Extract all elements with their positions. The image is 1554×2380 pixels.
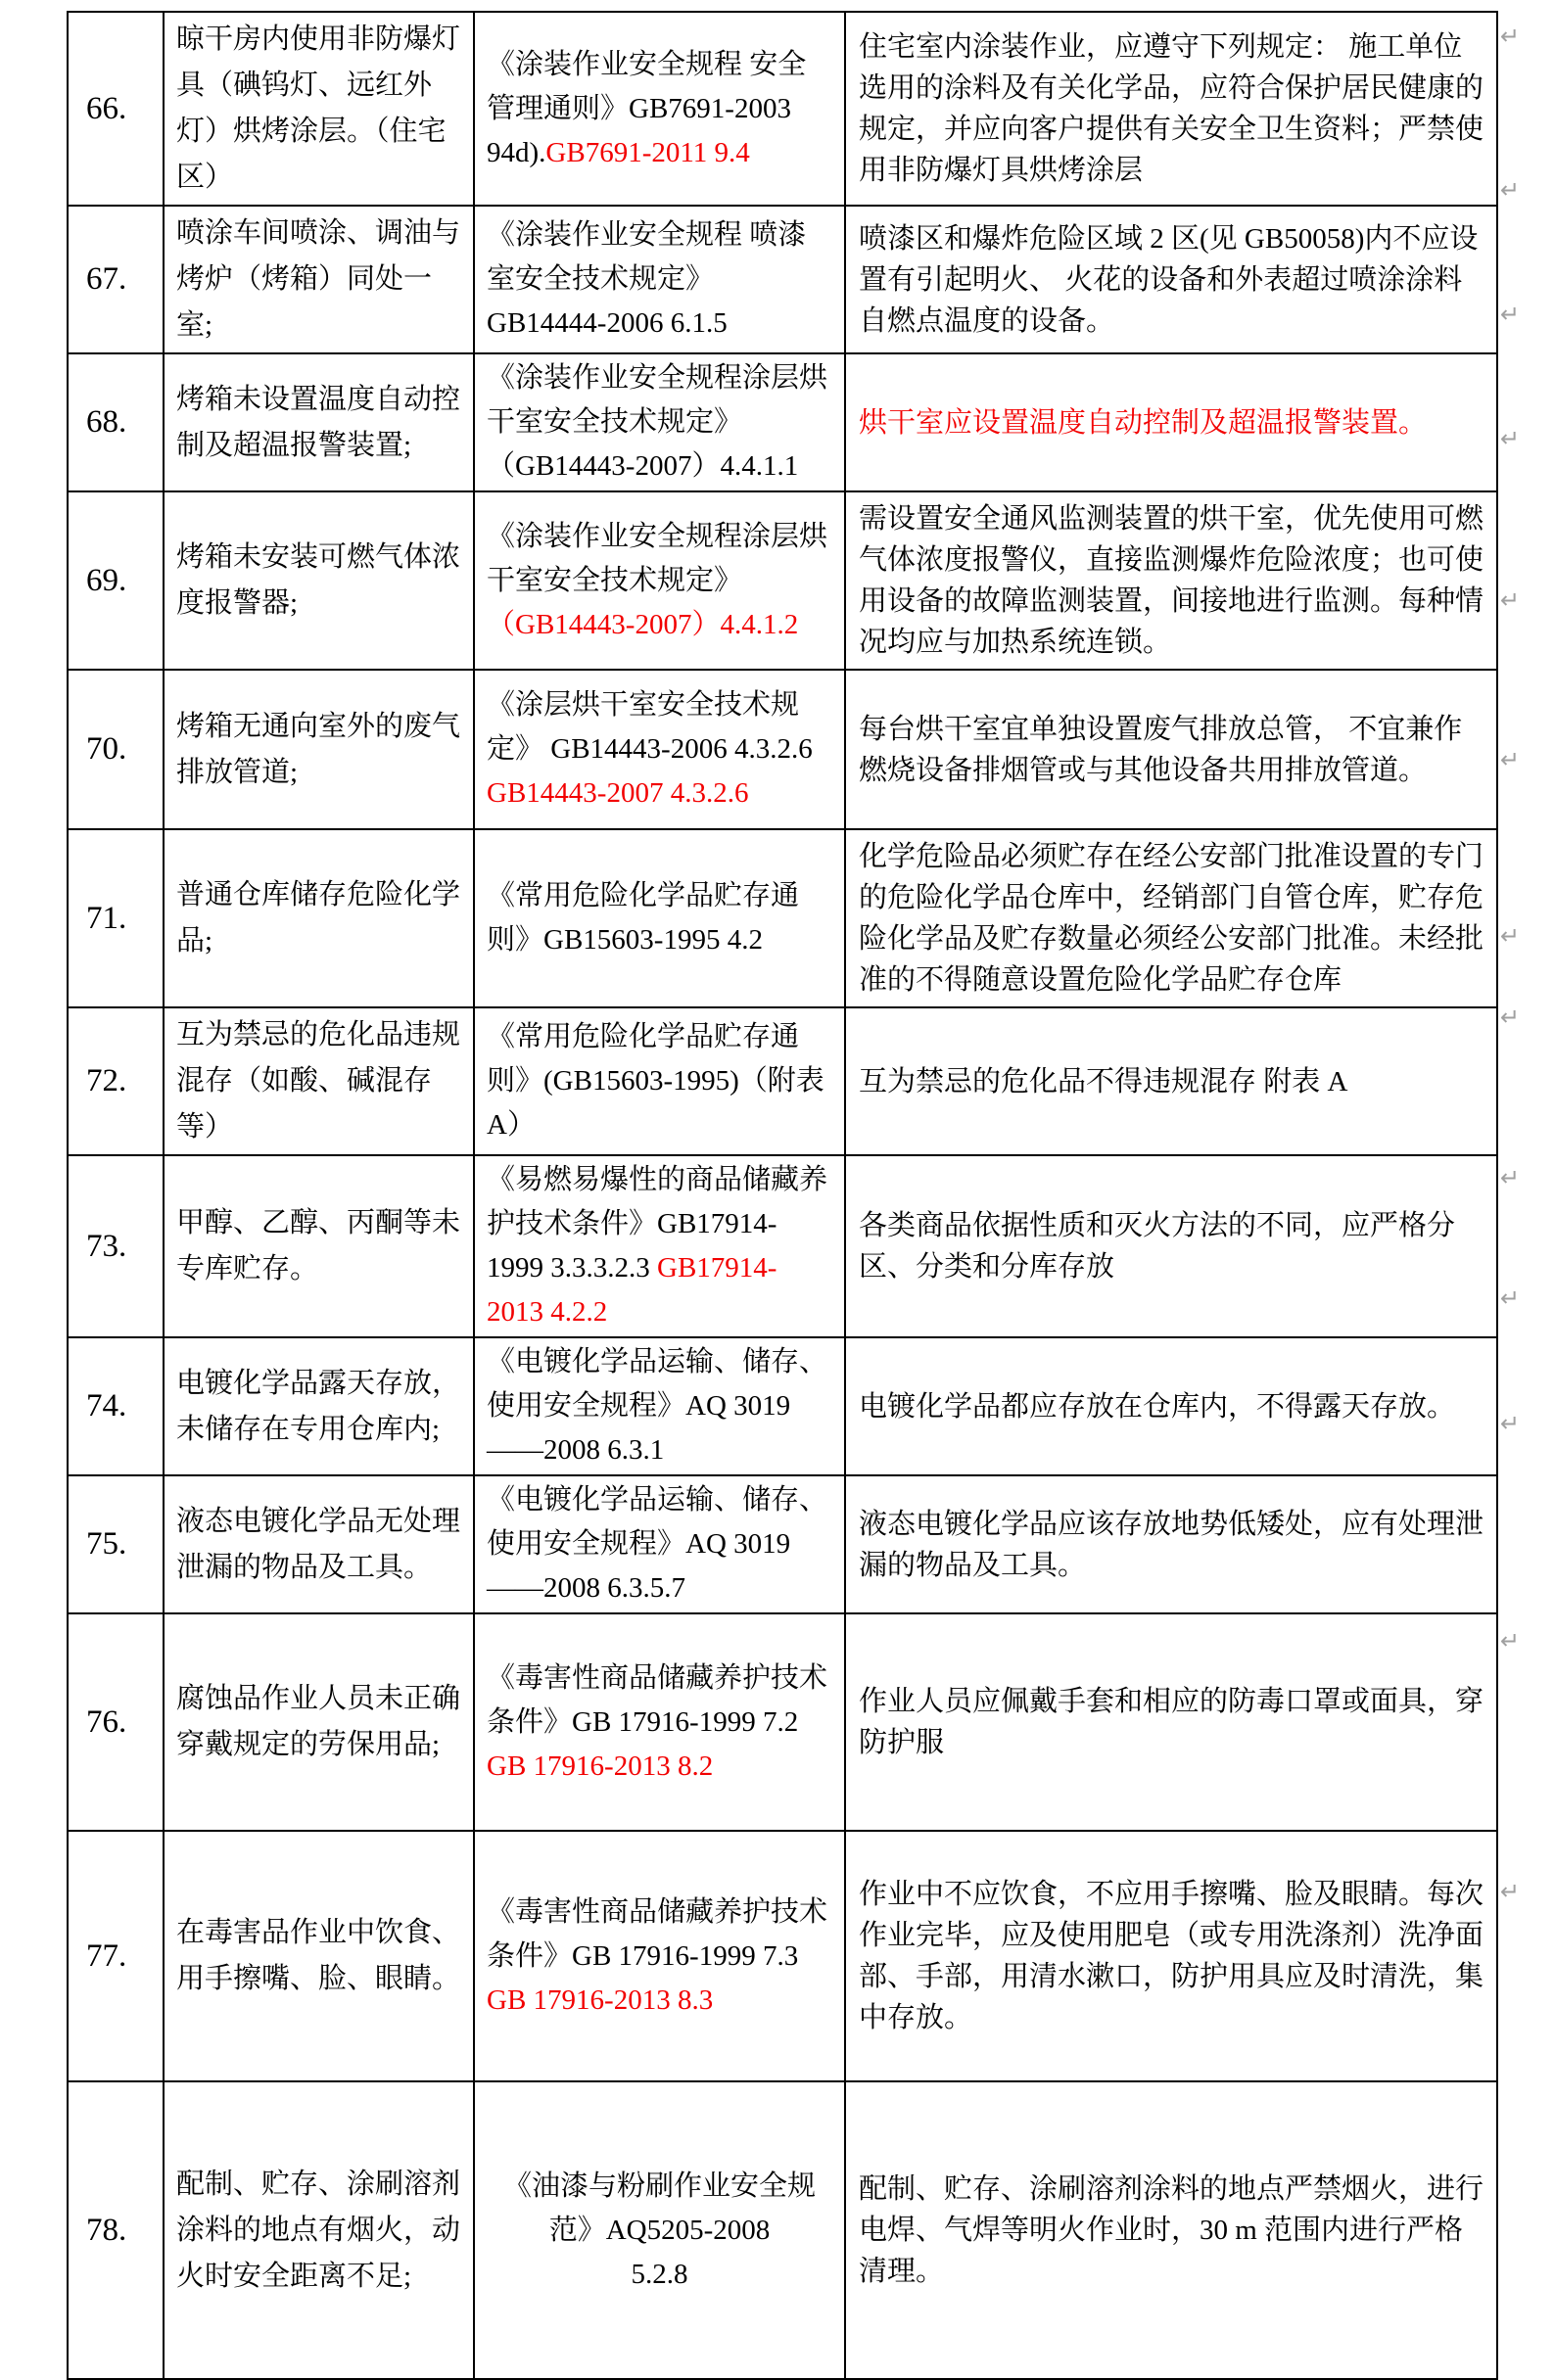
row-number: 72. — [86, 1063, 127, 1098]
row-number: 69. — [86, 562, 127, 598]
hazard-description-text: 液态电镀化学品无处理泄漏的物品及工具。 — [176, 1505, 461, 1583]
row-number-cell — [68, 670, 164, 829]
table-row — [68, 829, 1497, 1007]
table-row — [68, 1007, 1497, 1155]
row-end-mark-icon: ↵ — [1500, 176, 1521, 204]
table-row — [68, 2081, 1497, 2379]
text-run-red: GB 17916-2013 8.3 — [487, 1983, 714, 2016]
table-row — [68, 1831, 1497, 2081]
row-number: 70. — [86, 731, 127, 767]
row-number-cell — [68, 829, 164, 1007]
text-run: 作业人员应佩戴手套和相应的防毒口罩或面具，穿防护服 — [859, 1686, 1484, 1758]
row-number-cell — [68, 1613, 164, 1831]
hazard-description-cell — [164, 12, 474, 206]
text-run: 《电镀化学品运输、储存、使用安全规程》AQ 3019——2008 6.3.1 — [487, 1346, 828, 1466]
text-run: 《涂装作业安全规程 喷漆室安全技术规定》GB14444-2006 6.1.5 — [487, 219, 807, 339]
standard-reference-cell — [474, 670, 845, 829]
hazard-description-text: 烤箱未安装可燃气体浓度报警器; — [176, 541, 461, 619]
hazard-description-text: 普通仓库储存危险化学品; — [176, 879, 461, 957]
hazard-description-cell — [164, 206, 474, 353]
hazard-description-cell — [164, 1831, 474, 2081]
hazard-description-cell — [164, 670, 474, 829]
text-run: 住宅室内涂装作业，应遵守下列规定： 施工单位选用的涂料及有关化学品，应符合保护居民健康的规定，并应向客户提供有关安全卫生资料；严禁使用非防爆灯具烘烤涂层 — [859, 31, 1484, 186]
table-row — [68, 1475, 1497, 1613]
row-number-cell — [68, 353, 164, 491]
row-number-cell — [68, 1831, 164, 2081]
requirement-text — [846, 492, 1496, 669]
row-number-cell — [68, 491, 164, 670]
table-row — [68, 491, 1497, 670]
text-run-red: （GB14443-2007）4.4.1.2 — [487, 608, 799, 640]
table-row — [68, 1613, 1497, 1831]
standard-reference-cell — [474, 491, 845, 670]
requirement-text — [846, 1380, 1496, 1433]
row-number-cell — [68, 12, 164, 206]
hazard-description-text: 在毒害品作业中饮食、用手擦嘴、脸、眼睛。 — [176, 1917, 461, 1994]
row-end-mark-icon: ↵ — [1500, 1410, 1521, 1437]
text-run: 《涂装作业安全规程涂层烘干室安全技术规定》（GB14443-2007）4.4.1.1 — [487, 362, 828, 482]
hazard-description-cell — [164, 353, 474, 491]
row-end-mark-icon: ↵ — [1500, 746, 1521, 773]
table-row — [68, 206, 1497, 353]
row-end-mark-icon: ↵ — [1500, 586, 1521, 614]
text-run: 《电镀化学品运输、储存、使用安全规程》AQ 3019——2008 6.3.5.7 — [487, 1484, 828, 1604]
requirement-cell — [845, 206, 1497, 353]
row-number: 74. — [86, 1388, 127, 1423]
hazard-description-cell — [164, 1155, 474, 1337]
requirement-cell — [845, 670, 1497, 829]
requirement-cell — [845, 12, 1497, 206]
table-row — [68, 1337, 1497, 1475]
row-number: 73. — [86, 1228, 127, 1264]
row-number: 76. — [86, 1703, 127, 1740]
text-run-red: GB17914-2013 4.2.2 — [487, 1252, 777, 1328]
row-end-mark-icon: ↵ — [1500, 301, 1521, 328]
hazard-description-cell — [164, 1007, 474, 1155]
text-run-red: GB 17916-2013 8.2 — [487, 1750, 714, 1782]
requirement-cell — [845, 353, 1497, 491]
text-run: 《常用危险化学品贮存通则》(GB15603-1995)（附表 A） — [487, 1021, 824, 1141]
row-number: 78. — [86, 2212, 127, 2248]
row-end-mark-icon: ↵ — [1500, 1878, 1521, 1905]
row-number-cell — [68, 1337, 164, 1475]
standard-reference-cell — [474, 1155, 845, 1337]
text-run: 喷漆区和爆炸危险区域 2 区(见 GB50058)内不应设置有引起明火、 火花的设备和外表超过喷涂涂料自燃点温度的设备。 — [859, 222, 1479, 337]
text-run: 《涂装作业安全规程 安全管理通则》GB7691-2003 94d). — [487, 48, 807, 168]
standard-reference-text — [475, 1338, 844, 1474]
standard-reference-text — [475, 681, 844, 817]
text-run: 每台烘干室宜单独设置废气排放总管， 不宜兼作燃烧设备排烟管或与其他设备共用排放管道。 — [859, 713, 1463, 786]
requirement-text — [846, 703, 1496, 797]
standard-reference-text — [475, 354, 844, 490]
requirement-text — [846, 1675, 1496, 1769]
text-run: 互为禁忌的危化品不得违规混存 附表 A — [859, 1065, 1348, 1097]
row-number: 67. — [86, 261, 127, 297]
requirement-text — [846, 1868, 1496, 2044]
text-run-red: GB14443-2007 4.3.2.6 — [487, 777, 749, 809]
requirement-text — [846, 830, 1496, 1006]
standard-reference-cell — [474, 2081, 845, 2379]
requirement-cell — [845, 1475, 1497, 1613]
requirement-cell — [845, 2081, 1497, 2379]
standard-reference-text — [475, 2163, 844, 2299]
requirement-text — [846, 212, 1496, 348]
row-end-mark-icon: ↵ — [1500, 1003, 1521, 1031]
standard-reference-text — [475, 1655, 844, 1791]
text-run: 需设置安全通风监测装置的烘干室，优先使用可燃气体浓度报警仪，直接监测爆炸危险浓度；也可使用设备的故障监测装置，间接地进行监测。每种情况均应与加热系统连锁。 — [859, 503, 1484, 658]
requirement-cell — [845, 491, 1497, 670]
standard-reference-cell — [474, 1475, 845, 1613]
hazard-description-text: 甲醇、乙醇、丙酮等未专库贮存。 — [176, 1207, 461, 1284]
text-run: 液态电镀化学品应该存放地势低矮处，应有处理泄漏的物品及工具。 — [859, 1508, 1484, 1581]
hazard-description-text: 腐蚀品作业人员未正确穿戴规定的劳保用品; — [176, 1683, 461, 1760]
text-run: 作业中不应饮食，不应用手擦嘴、脸及眼睛。每次作业完毕，应及使用肥皂（或专用洗涤剂）洗净面部、手部，用清水漱口，防护用具应及时清洗，集中存放。 — [859, 1879, 1484, 2033]
row-end-mark-icon: ↵ — [1500, 1284, 1521, 1312]
text-run: 《涂装作业安全规程涂层烘干室安全技术规定》 — [487, 520, 828, 596]
text-run: 《常用危险化学品贮存通则》GB15603-1995 4.2 — [487, 880, 800, 956]
standard-reference-cell — [474, 1007, 845, 1155]
row-number-cell — [68, 1007, 164, 1155]
text-run: 配制、贮存、涂刷溶剂涂料的地点严禁烟火，进行电焊、气焊等明火作业时，30 m 范围内进行严格清理。 — [859, 2173, 1484, 2287]
hazard-description-cell — [164, 491, 474, 670]
text-run: 《油漆与粉刷作业安全规范》AQ5205-2008 5.2.8 — [502, 2170, 816, 2290]
hazard-description-text: 电镀化学品露天存放，未储存在专用仓库内; — [176, 1367, 461, 1445]
hazard-description-cell — [164, 829, 474, 1007]
text-run-red: GB7691-2011 9.4 — [545, 136, 750, 168]
safety-violation-table — [67, 11, 1498, 2380]
requirement-cell — [845, 1155, 1497, 1337]
standard-reference-cell — [474, 829, 845, 1007]
standard-reference-text — [475, 872, 844, 964]
hazard-description-text: 互为禁忌的危化品违规混存（如酸、碱混存等） — [176, 1019, 461, 1143]
standard-reference-text — [475, 211, 844, 348]
text-run: 化学危险品必须贮存在经公安部门批准设置的专门的危险化学品仓库中，经销部门自管仓库，贮存危险化学品及贮存数量必须经公安部门批准。未经批准的不得随意设置危险化学品贮存仓库 — [859, 841, 1484, 996]
row-number: 66. — [86, 90, 127, 126]
table-body — [68, 12, 1497, 2379]
table-row — [68, 353, 1497, 491]
row-number: 75. — [86, 1526, 127, 1562]
requirement-text — [846, 1055, 1496, 1108]
requirement-text — [846, 397, 1496, 449]
standard-reference-cell — [474, 12, 845, 206]
table-row — [68, 1155, 1497, 1337]
row-number-cell — [68, 1155, 164, 1337]
standard-reference-text — [475, 1013, 844, 1149]
row-end-mark-icon: ↵ — [1500, 23, 1521, 50]
text-run: 《涂层烘干室安全技术规定》 GB14443-2006 4.3.2.6 — [487, 689, 813, 765]
text-run: 《易燃易爆性的商品储藏养护技术条件》GB17914-1999 3.3.3.2.3 — [487, 1164, 828, 1283]
standard-reference-cell — [474, 353, 845, 491]
standard-reference-cell — [474, 1613, 845, 1831]
standard-reference-cell — [474, 1337, 845, 1475]
hazard-description-text: 烤箱无通向室外的废气排放管道; — [176, 710, 461, 788]
row-number: 71. — [86, 900, 127, 936]
standard-reference-cell — [474, 206, 845, 353]
text-run: 《毒害性商品储藏养护技术条件》GB 17916-1999 7.2 — [487, 1661, 828, 1738]
standard-reference-text — [475, 1156, 844, 1336]
row-number-cell — [68, 2081, 164, 2379]
hazard-description-text: 晾干房内使用非防爆灯具（碘钨灯、远红外灯）烘烤涂层。（住宅区） — [176, 23, 461, 193]
text-run: 各类商品依据性质和灭火方法的不同，应严格分区、分类和分库存放 — [859, 1210, 1456, 1283]
requirement-text — [846, 1498, 1496, 1592]
requirement-cell — [845, 1613, 1497, 1831]
requirement-cell — [845, 1007, 1497, 1155]
standard-reference-text — [475, 1476, 844, 1612]
requirement-text — [846, 21, 1496, 197]
hazard-description-cell — [164, 1613, 474, 1831]
table-row — [68, 12, 1497, 206]
row-number-cell — [68, 206, 164, 353]
text-run-red: 烘干室应设置温度自动控制及超温报警装置。 — [859, 406, 1428, 439]
text-run: 电镀化学品都应存放在仓库内，不得露天存放。 — [859, 1390, 1456, 1423]
requirement-cell — [845, 1337, 1497, 1475]
hazard-description-cell — [164, 2081, 474, 2379]
requirement-cell — [845, 1831, 1497, 2081]
row-end-mark-icon: ↵ — [1500, 1627, 1521, 1655]
hazard-description-cell — [164, 1337, 474, 1475]
hazard-description-cell — [164, 1475, 474, 1613]
requirement-text — [846, 2163, 1496, 2298]
row-end-mark-icon: ↵ — [1500, 1164, 1521, 1191]
row-number-cell — [68, 1475, 164, 1613]
standard-reference-cell — [474, 1831, 845, 2081]
hazard-description-text: 烤箱未设置温度自动控制及超温报警装置; — [176, 383, 461, 461]
table-row — [68, 670, 1497, 829]
hazard-description-text: 喷涂车间喷涂、调油与烤炉（烤箱）同处一室; — [176, 217, 461, 341]
requirement-text — [846, 1199, 1496, 1293]
standard-reference-text — [475, 41, 844, 177]
hazard-description-text: 配制、贮存、涂刷溶剂涂料的地点有烟火，动火时安全距离不足; — [176, 2168, 461, 2292]
standard-reference-text — [475, 513, 844, 649]
row-number: 68. — [86, 404, 127, 440]
requirement-cell — [845, 829, 1497, 1007]
row-end-mark-icon: ↵ — [1500, 425, 1521, 452]
text-run: 《毒害性商品储藏养护技术条件》GB 17916-1999 7.3 — [487, 1895, 828, 1972]
row-number: 77. — [86, 1937, 127, 1974]
standard-reference-text — [475, 1889, 844, 2025]
row-end-mark-icon: ↵ — [1500, 922, 1521, 950]
